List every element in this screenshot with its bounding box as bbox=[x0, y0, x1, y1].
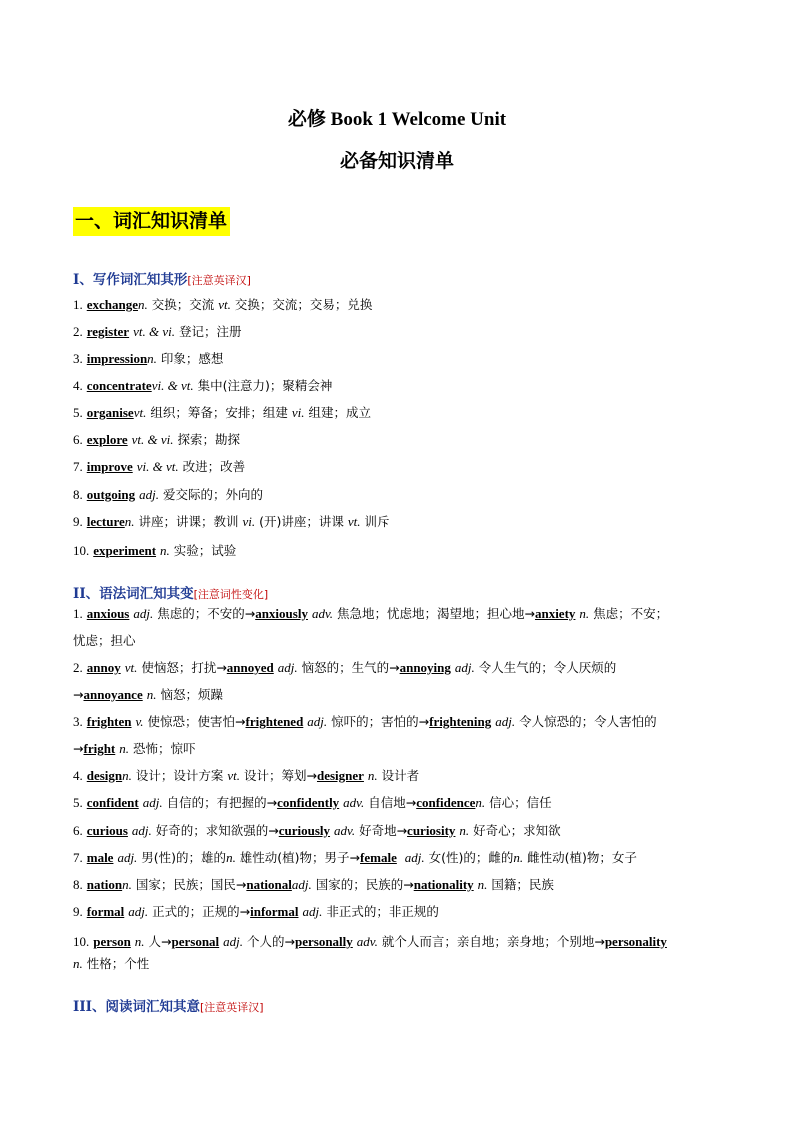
list-item: 5. organisevt. 组织；筹备；安排；组建 vi. 组建；成立 bbox=[73, 405, 371, 420]
list-item: 3. impressionn. 印象；感想 bbox=[73, 351, 224, 366]
list-item: 6. explore vt. & vi. 探索；勘探 bbox=[73, 432, 241, 447]
list-item: 5. confident adj. 自信的；有把握的→confidently adv. 自信地→confidencen. 信心；信任 bbox=[73, 795, 552, 810]
part-i-note: [注意英译汉] bbox=[187, 274, 251, 287]
section-heading-vocabulary: 一、词汇知识清单 bbox=[73, 207, 230, 236]
part-ii-heading bbox=[73, 585, 268, 604]
list-item: 9. lecturen. 讲座；讲课；教训 vi. (开)讲座；讲课 vt. 训斥 bbox=[73, 514, 390, 529]
part-iii-heading bbox=[73, 998, 264, 1017]
list-item: 10. experiment n. 实验；试验 bbox=[73, 543, 237, 558]
part-ii-label: II、语法词汇知其变 bbox=[73, 586, 194, 602]
part-iii-note: [注意英译汉] bbox=[199, 1001, 264, 1014]
list-item-continuation: 忧虑；担心 bbox=[73, 633, 136, 648]
list-item: 7. male adj. 男(性)的；雄的n. 雄性动(植)物；男子→female adj. 女(性)的；雌的n. 雌性动(植)物；女子 bbox=[73, 850, 637, 865]
list-item: 1. anxious adj. 焦虑的；不安的→anxiously adv. 焦急地；忧虑地；渴望地；担心地→anxiety n. 焦虑；不安； bbox=[73, 606, 669, 621]
list-item: 1. exchangen. 交换；交流 vt. 交换；交流；交易；兑换 bbox=[73, 297, 373, 312]
list-item: 10. person n. 人→personal adj. 个人的→personally adv. 就个人而言；亲自地；亲身地；个别地→personality bbox=[73, 934, 667, 949]
part-i-heading bbox=[73, 271, 251, 290]
list-item: 2. register vt. & vi. 登记；注册 bbox=[73, 324, 242, 339]
list-item: 6. curious adj. 好奇的；求知欲强的→curiously adv. 好奇地→curiosity n. 好奇心；求知欲 bbox=[73, 823, 561, 838]
list-item: 4. designn. 设计；设计方案 vt. 设计；筹划→designer n. 设计者 bbox=[73, 768, 420, 783]
list-item-continuation: →annoyance n. 恼怒；烦躁 bbox=[73, 687, 223, 702]
list-item-continuation: →fright n. 恐怖；惊吓 bbox=[73, 741, 196, 756]
page-title: 必修 Book 1 Welcome Unit bbox=[287, 109, 507, 130]
list-item: 8. outgoing adj. 爱交际的；外向的 bbox=[73, 487, 263, 502]
list-item: 2. annoy vt. 使恼怒；打扰→annoyed adj. 恼怒的；生气的→annoying adj. 令人生气的；令人厌烦的 bbox=[73, 660, 617, 675]
page-subtitle: 必备知识清单 bbox=[339, 151, 454, 172]
list-item: 3. frighten v. 使惊恐；使害怕→frightened adj. 惊吓的；害怕的→frightening adj. 令人惊恐的；令人害怕的 bbox=[73, 714, 657, 729]
list-item: 4. concentratevi. & vt. 集中(注意力)；聚精会神 bbox=[73, 378, 333, 393]
list-item: 8. nationn. 国家；民族；国民→nationaladj. 国家的；民族的→nationality n. 国籍；民族 bbox=[73, 877, 554, 892]
part-ii-note: [注意词性变化] bbox=[193, 588, 269, 601]
list-item: 9. formal adj. 正式的；正规的→informal adj. 非正式的；非正规的 bbox=[73, 904, 439, 919]
list-item-continuation: n. 性格；个性 bbox=[73, 956, 150, 971]
list-item: 7. improve vi. & vt. 改进；改善 bbox=[73, 459, 246, 474]
part-i-label: I、写作词汇知其形 bbox=[73, 272, 188, 288]
part-iii-label: III、阅读词汇知其意 bbox=[73, 999, 200, 1015]
